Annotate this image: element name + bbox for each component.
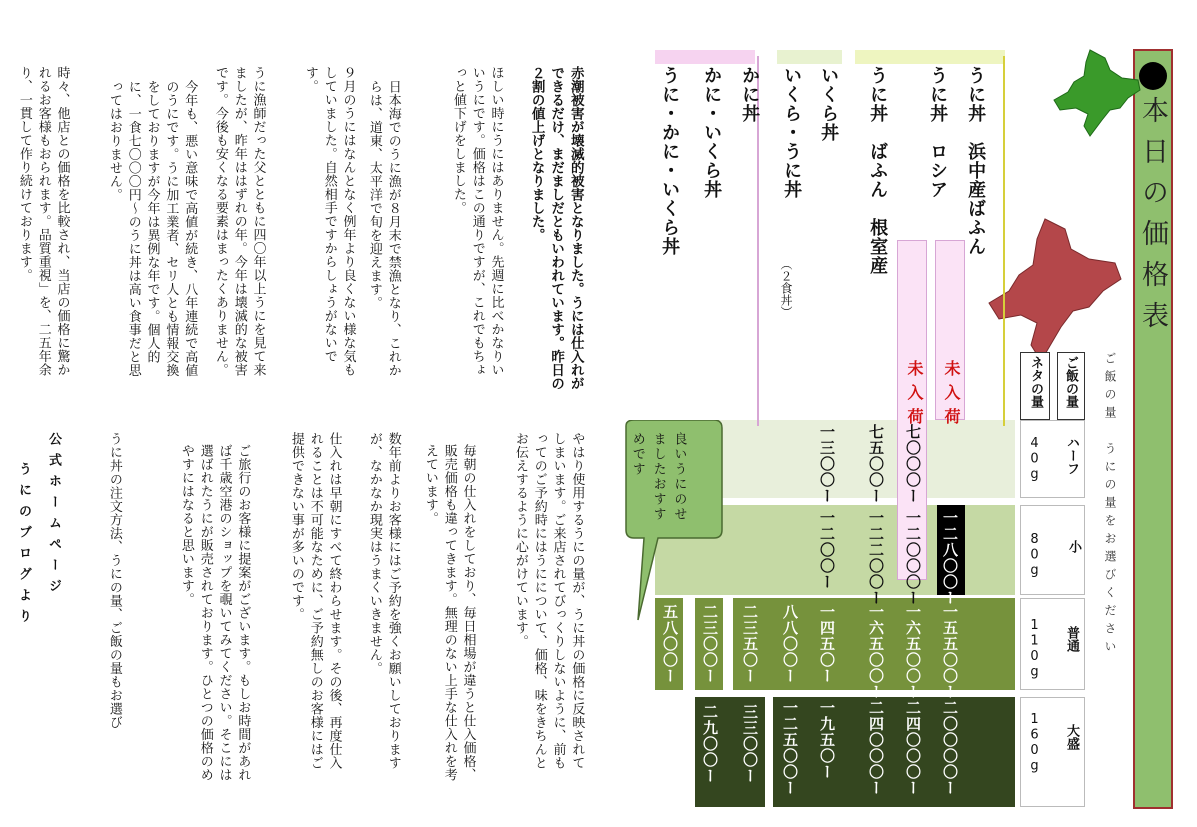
paragraph-5: 今年も、悪い意味で高値が続き、八年連続で高値のうにです。うに加工業者、セリ人とも情報交換をしておりますが今年は異例な年です。個人的に、一食七〇〇〇円～のうに丼は高い食事だと思ってはおりません。	[106, 80, 198, 377]
size-large-label: 大盛	[1064, 724, 1079, 750]
page-title: 本日の価格表	[1137, 96, 1168, 342]
size-half-neta: 40g	[1027, 436, 1042, 483]
menu-item-7: かに・いくら丼	[701, 66, 723, 199]
title-bullet-icon	[1139, 62, 1167, 90]
menu-item-4: いくら丼	[818, 66, 840, 142]
paragraph-8: 毎朝の仕入れをしており、毎日相場が違うと仕入価格、販売価格も違ってきます。無理のない上手な仕入れを考えています。	[422, 444, 476, 782]
size-normal-neta: 110g	[1027, 618, 1042, 680]
price-1-large: 二〇〇〇〇ー	[941, 700, 959, 796]
paragraph-9: 数年前よりお客様にはご予約を強くお願いしておりますが、なかなか現実はうまくいきません。	[366, 432, 401, 770]
menu-item-3: うに丼 ばふん 根室産	[867, 66, 889, 275]
price-3-small: 一二二〇〇ー	[867, 510, 885, 606]
highlight-uni	[855, 50, 1005, 64]
price-4-small: 一二〇〇ー	[818, 510, 836, 590]
menu-item-8: うに・かに・いくら丼	[659, 66, 681, 256]
price-2-large: 二四〇〇〇ー	[904, 700, 922, 796]
highlight-ikura	[777, 50, 842, 64]
price-6-large: 三三〇〇ー	[741, 704, 759, 784]
price-4-large: 一九五〇ー	[818, 700, 836, 780]
paragraph-2: 日本海でのうに漁が８月末で禁漁となり、これからは、道東、太平洋で旬を迎えます。	[366, 80, 401, 377]
size-half-label: ハーフ	[1064, 436, 1079, 475]
paragraph-7: やはり使用するうにの量が、うに丼の価格に反映されてしまいます。ご来店されてびっくりしないように、前もってのご予約時にはうにについて、価格、味をきちんとお伝えするように心がけています。	[512, 432, 585, 770]
subtitle: ご飯の量 うにの量をお選びください	[1103, 352, 1117, 658]
price-5-normal: 八八〇〇ー	[781, 604, 799, 684]
price-8-normal: 五八〇〇ー	[661, 604, 679, 684]
uni-blog-link[interactable]: うにのブログより	[16, 462, 31, 630]
rice-header: ご飯の量	[1063, 356, 1078, 408]
menu-item-1: うに丼 浜中産ばふん	[965, 66, 987, 256]
size-small-neta: 80g	[1027, 532, 1042, 579]
paragraph-12: うに丼の注文方法、うにの量、ご飯の量もお選び	[106, 432, 122, 729]
menu-item-5-note: （２食丼）	[779, 258, 793, 318]
size-large-neta: 160g	[1027, 712, 1042, 774]
price-3-large: 二四〇〇〇ー	[867, 700, 885, 796]
price-4-half: 一三〇〇ー	[818, 424, 836, 504]
paragraph-4: うに漁師だった父とともに四〇年以上うにを見て来ましたが、昨年ははずれの年。今年は壊滅的な被害です。今後も安くなる要素はまったくありません。	[212, 66, 266, 377]
paragraph-6: 時々、他店との価格を比較され、当店の価格に驚かれるお客様もおられます。品質重視」を、二五年余り、一貫して作り続けております。	[16, 66, 70, 377]
highlight-kani	[655, 50, 755, 64]
price-2-small: 一二〇〇〇ー	[904, 510, 922, 606]
bubble-text: 良いうにのせましたおすすめです	[629, 432, 687, 522]
price-7-large: 二九〇〇ー	[701, 704, 719, 784]
hokkaido-map-icon	[1050, 48, 1142, 138]
paragraph-11: ご旅行のお客様に提案がございます。もしお時間があれば千歳空港のショップを覗いてみてください。そこには選ばれたうにが販売されております。ひとつの価格のめやすにはなると思います。	[178, 444, 251, 782]
price-5-large: 一二五〇〇ー	[781, 700, 799, 796]
menu-item-2: うに丼 ロシア	[927, 66, 949, 199]
price-3-normal: 一六五〇〇ー	[867, 604, 885, 700]
paragraph-10: 仕入れは早朝にすべて終わらせます。その後、再度仕入れることは不可能なために、ご予約無しのお客様にはご提供できない事が多いのです。	[288, 432, 342, 770]
official-homepage-link[interactable]: 公式ホームページ	[46, 432, 61, 600]
neta-header: ネタの量	[1028, 356, 1043, 408]
price-7-normal: 二三〇〇ー	[701, 604, 719, 684]
paragraph-3: ９月のうにはなんとなく例年より良くない様な気もしていました。自然相手ですからしょうがないです。	[302, 66, 356, 377]
menu-item-6: かに丼	[739, 66, 761, 123]
price-4-normal: 一四五〇ー	[818, 604, 836, 684]
menu-item-5: いくら・うに丼	[781, 66, 803, 199]
unavailable-label-2: 未入荷	[905, 360, 924, 432]
notice-heading: 赤潮被害が壊滅的被害となりました。うには仕入れができるだけ、まだましだともいわれています。昨日の２割の値上げとなりました。	[528, 66, 584, 390]
divider-yellow	[1003, 56, 1005, 426]
price-2-half: 七〇〇〇ー	[904, 424, 922, 504]
price-1-small: 一二八〇〇ー	[941, 510, 959, 606]
unavailable-label-1: 未入荷	[942, 360, 961, 432]
size-small-label: 小	[1066, 540, 1081, 553]
size-normal-label: 普通	[1064, 626, 1079, 652]
hokkaido-map-red-icon	[985, 215, 1125, 365]
price-3-half: 七五〇〇ー	[867, 424, 885, 504]
band-large-gap-2	[655, 697, 695, 807]
price-2-normal: 一六五〇〇ー	[904, 604, 922, 700]
price-1-normal: 一五五〇〇ー	[941, 604, 959, 700]
price-6-normal: 二三五〇ー	[741, 604, 759, 684]
paragraph-1: ほしい時にうにはありません。先週に比べかなりいいうにです。価格はこの通りですが、これでもちょっと値下げをしました。	[450, 66, 504, 377]
